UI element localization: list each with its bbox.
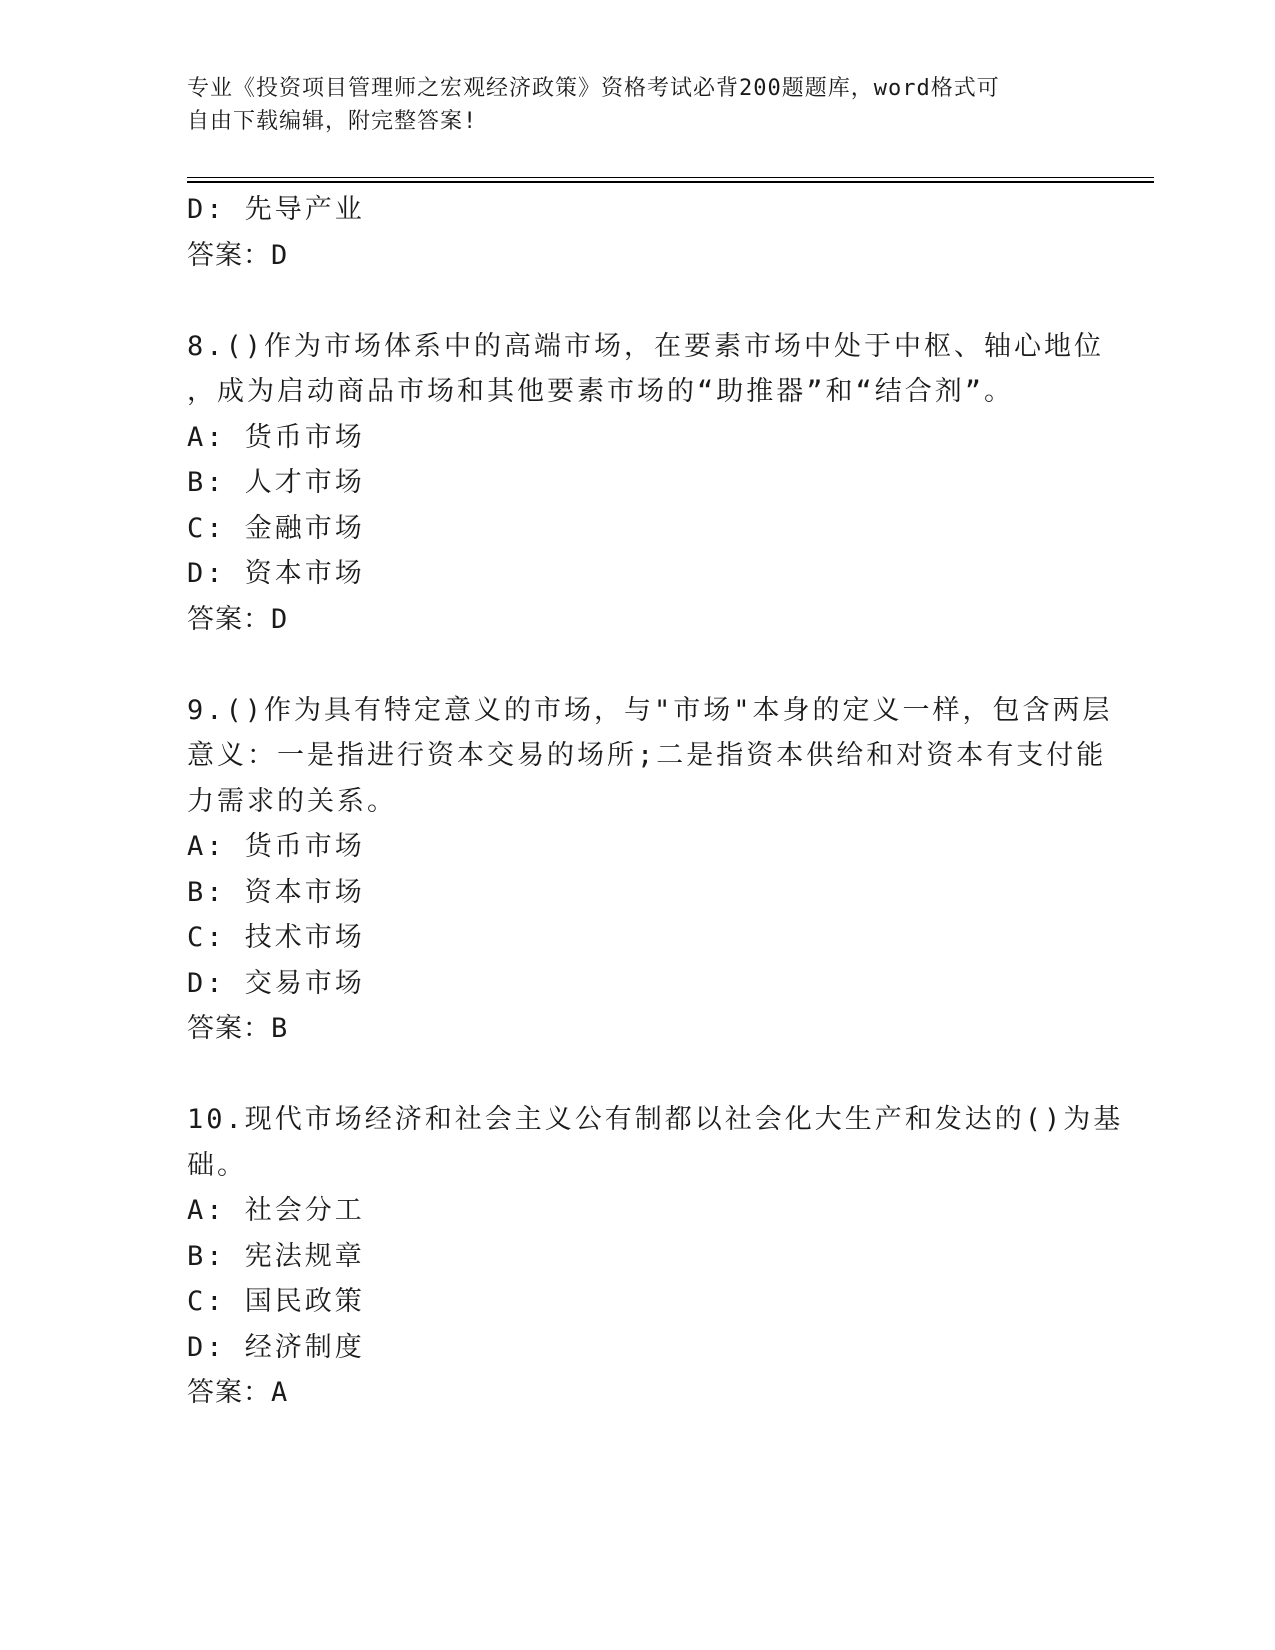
carryover-block <box>187 187 1087 278</box>
option-c: C: 技术市场 <box>187 922 365 953</box>
header-title-line-1: 专业《投资项目管理师之宏观经济政策》资格考试必背200题题库，word格式可 <box>187 76 1000 101</box>
question-text-line: 础。 <box>187 1149 247 1181</box>
option-d: D: 资本市场 <box>187 558 365 589</box>
option-d: D: 经济制度 <box>187 1331 365 1363</box>
spacer <box>187 1052 1087 1098</box>
header-title-line-2: 自由下载编辑，附完整答案! <box>187 109 478 134</box>
question-text-line: ，成为启动商品市场和其他要素市场的“助推器”和“结合剂”。 <box>187 376 1015 407</box>
answer-line: 答案：B <box>187 1013 289 1044</box>
option-d: D: 交易市场 <box>187 967 365 999</box>
header-divider-thin <box>187 177 1154 178</box>
question-8 <box>187 324 1105 643</box>
option-b: B: 资本市场 <box>187 876 365 908</box>
spacer <box>187 278 1087 324</box>
question-content <box>187 187 1124 1416</box>
spacer <box>187 642 1087 688</box>
option-c: C: 国民政策 <box>187 1286 365 1317</box>
question-text-line: 9.()作为具有特定意义的市场，与"市场"本身的定义一样，包含两层 <box>187 694 1113 726</box>
answer-line: 答案：D <box>187 239 289 271</box>
option-b: B: 人才市场 <box>187 467 365 498</box>
question-text-line: 意义：一是指进行资本交易的场所;二是指资本供给和对资本有支付能 <box>187 740 1107 771</box>
option-d: D: 先导产业 <box>187 194 365 225</box>
question-text-line: 10.现代市场经济和社会主义公有制都以社会化大生产和发达的()为基 <box>187 1104 1124 1135</box>
option-a: A: 货币市场 <box>187 421 365 453</box>
question-text-line: 力需求的关系。 <box>187 785 397 817</box>
option-c: C: 金融市场 <box>187 512 365 544</box>
option-a: A: 社会分工 <box>187 1195 365 1226</box>
answer-line: 答案：D <box>187 603 289 635</box>
option-b: B: 宪法规章 <box>187 1240 365 1272</box>
document-header <box>187 72 1087 138</box>
question-text-line: 8.()作为市场体系中的高端市场，在要素市场中处于中枢、轴心地位 <box>187 330 1105 362</box>
option-a: A: 货币市场 <box>187 831 365 862</box>
question-10 <box>187 1097 1124 1416</box>
answer-line: 答案：A <box>187 1377 289 1408</box>
question-9 <box>187 688 1113 1052</box>
header-divider-thick <box>187 181 1154 183</box>
